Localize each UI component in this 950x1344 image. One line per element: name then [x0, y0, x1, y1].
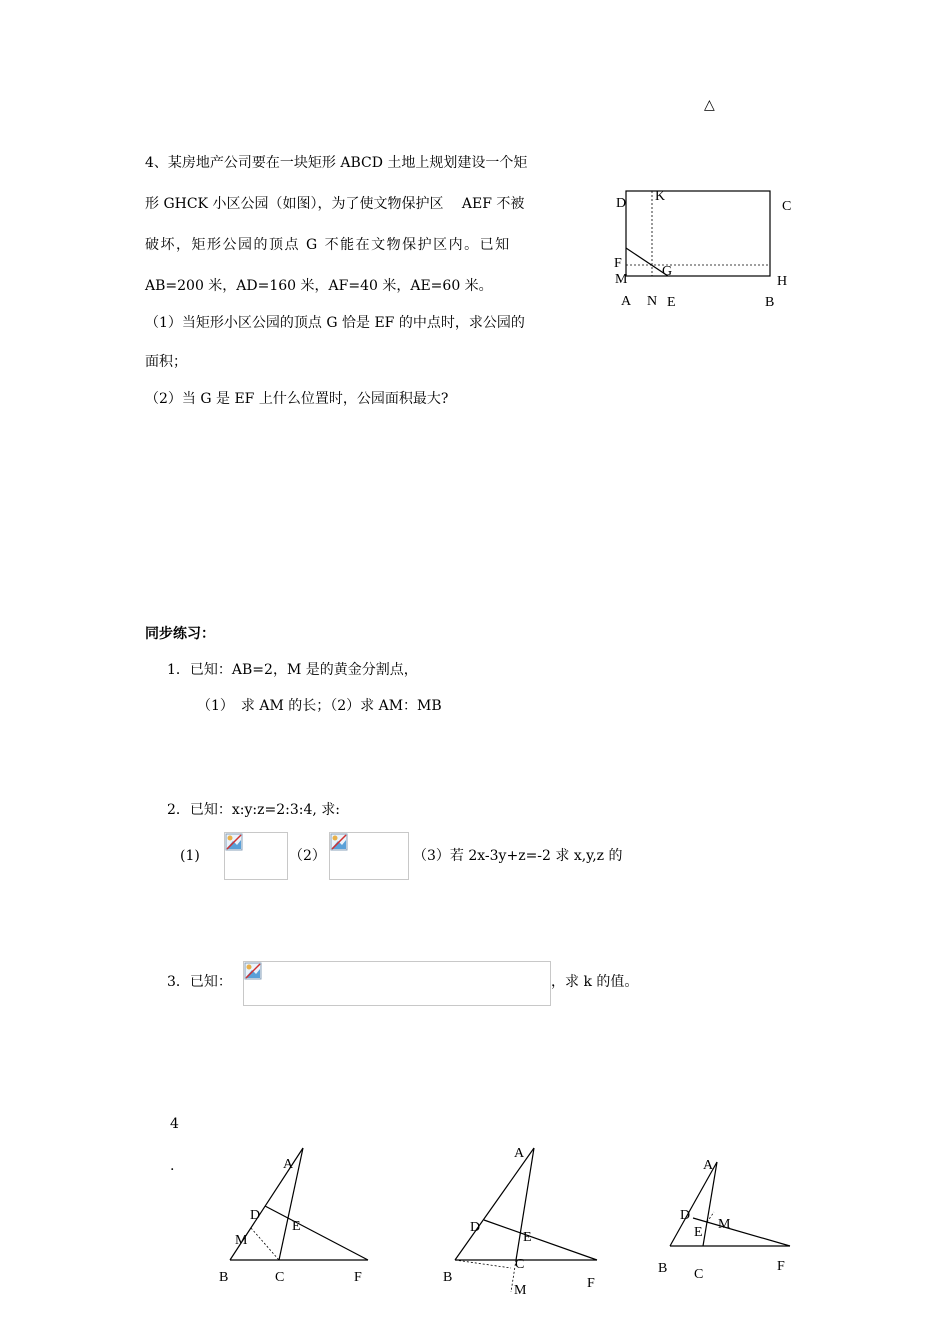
tri1-label-C: C [275, 1270, 285, 1285]
tri2-label-B: B [443, 1270, 453, 1285]
tri2-label-C: C [515, 1257, 525, 1272]
formula-image-3 [243, 961, 551, 1006]
label-B: B [765, 295, 775, 310]
label-N: N [647, 294, 658, 309]
label-M: M [615, 272, 628, 287]
triangle-figure-2 [435, 1140, 610, 1300]
tri3-label-E: E [694, 1225, 703, 1240]
triangle-figure-1 [215, 1140, 375, 1290]
tri2-label-M: M [514, 1283, 527, 1298]
broken-image-icon [330, 833, 348, 851]
triangle-figure-3 [650, 1150, 800, 1290]
tri3-label-C: C [694, 1267, 704, 1282]
tri1-label-F: F [354, 1270, 362, 1285]
label-E: E [667, 295, 676, 310]
formula-image-2 [329, 832, 409, 880]
triangle-symbol: △ [704, 97, 715, 113]
label-F: F [614, 256, 622, 271]
exercise1-line: 1．已知：AB=2，M 是的黄金分割点， [167, 662, 418, 678]
label-K: K [655, 189, 666, 204]
exercise3-suffix: ，求 k 的值。 [551, 974, 639, 990]
exercise4-number: 4 [170, 1116, 179, 1132]
tri2-label-F: F [587, 1276, 595, 1291]
problem4-line4: AB=200 米，AD=160 米，AF=40 米，AE=60 米。 [145, 278, 493, 294]
tri3-label-B: B [658, 1261, 668, 1276]
problem4-q1b: 面积； [145, 354, 187, 370]
tri1-label-E: E [292, 1219, 301, 1234]
exercise2-line: 2．已知：x:y:z=2:3:4, 求: [167, 802, 341, 818]
label-C: C [782, 199, 792, 214]
tri3-label-F: F [777, 1259, 785, 1274]
problem4-q2: （2）当 G 是 EF 上什么位置时，公园面积最大? [145, 391, 449, 407]
tri2-label-E: E [523, 1230, 532, 1245]
problem4-line2: 形 GHCK 小区公园（如图），为了使文物保护区 AEF 不被 [145, 196, 525, 212]
rectangle-figure [600, 180, 810, 315]
tri1-label-D: D [250, 1208, 261, 1223]
tri1-label-A: A [283, 1157, 294, 1172]
tri2-label-A: A [514, 1146, 525, 1161]
problem4-line1: 4、某房地产公司要在一块矩形 ABCD 土地上规划建设一个矩 [145, 155, 528, 171]
problem4-q1a: （1）当矩形小区公园的顶点 G 恰是 EF 的中点时，求公园的 [145, 315, 525, 331]
formula-image-1 [224, 832, 288, 880]
exercise2-part1: (1) [180, 848, 200, 864]
label-A: A [621, 294, 632, 309]
practice-heading: 同步练习： [145, 626, 215, 642]
tri3-label-A: A [703, 1158, 714, 1173]
exercise2-part3: （3）若 2x-3y+z=-2 求 x,y,z 的 [413, 848, 623, 864]
exercise4-dot: . [170, 1158, 175, 1174]
tri3-label-D: D [680, 1208, 691, 1223]
label-G: G [662, 264, 673, 279]
broken-image-icon [244, 962, 262, 980]
tri1-label-M: M [235, 1233, 248, 1248]
exercise1-sub: （1） 求 AM 的长；（2）求 AM：MB [197, 698, 442, 714]
label-H: H [777, 274, 788, 289]
exercise2-part2: （2） [289, 848, 326, 864]
broken-image-icon [225, 833, 243, 851]
tri2-label-D: D [470, 1220, 481, 1235]
problem4-line3: 破坏，矩形公园的顶点 G 不能在文物保护区内。已知 [145, 237, 511, 253]
label-D: D [616, 196, 627, 211]
tri3-label-M: M [718, 1217, 731, 1232]
exercise3-prefix: 3．已知： [167, 974, 232, 990]
tri1-label-B: B [219, 1270, 229, 1285]
